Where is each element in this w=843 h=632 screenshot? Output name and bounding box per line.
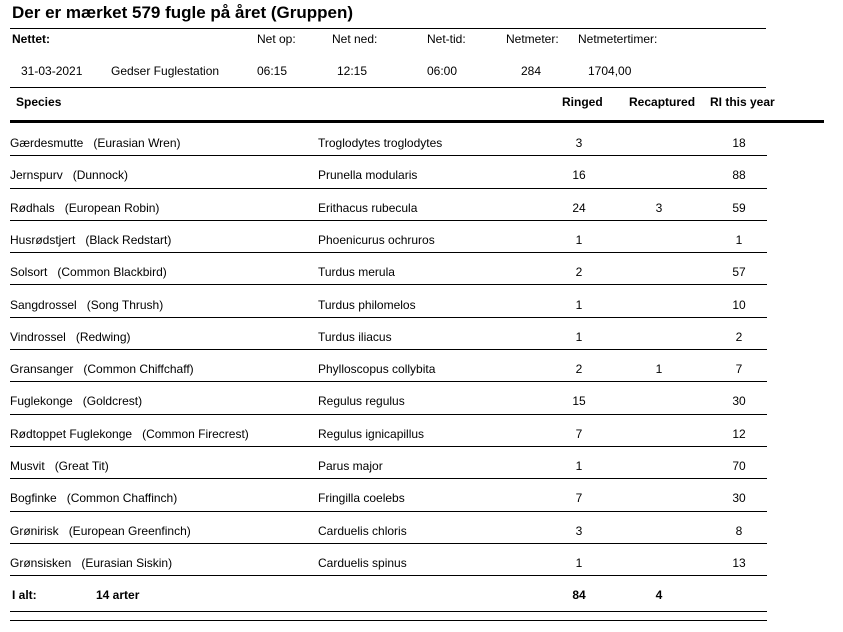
species-english-name: (Redwing): [75, 329, 131, 344]
ringed-count: 2: [575, 265, 583, 280]
table-row: [10, 189, 767, 221]
ri-this-year-count: 59: [732, 200, 746, 215]
net-ned-value: 12:15: [337, 64, 368, 78]
species-english-name: (Common Firecrest): [142, 426, 249, 441]
species-danish-name: Vindrossel: [10, 329, 66, 344]
species-danish-name: Husrødstjert: [10, 232, 76, 247]
species-danish-name: Rødhals: [10, 200, 55, 215]
net-date: 31-03-2021: [21, 64, 83, 78]
species-latin-name: Phylloscopus collybita: [318, 362, 436, 377]
table-row: [10, 286, 767, 318]
species-danish-name: Musvit: [10, 459, 45, 473]
net-divider: [10, 87, 766, 88]
species-latin-name: Troglodytes troglodytes: [318, 136, 443, 150]
recaptured-count: 1: [655, 362, 663, 377]
table-row: [10, 350, 767, 382]
ringed-count: 2: [575, 362, 583, 377]
species-latin-name: Carduelis spinus: [318, 555, 407, 570]
table-row: [10, 221, 767, 253]
ri-this-year-count: 57: [732, 265, 746, 280]
species-latin-name: Turdus merula: [318, 265, 395, 280]
species-danish-name: Jernspurv: [10, 168, 63, 183]
ringed-count: 1: [575, 555, 583, 570]
total-recaptured: 4: [655, 588, 663, 602]
table-row: [10, 156, 767, 188]
species-english-name: (Goldcrest): [82, 394, 143, 409]
ringed-count: 24: [572, 200, 586, 215]
species-name: [10, 491, 177, 505]
species-latin-name: Turdus philomelos: [318, 297, 416, 312]
ringed-count: 1: [575, 329, 583, 344]
table-row: [10, 415, 767, 447]
species-danish-name: Gransanger: [10, 362, 74, 377]
ringed-count: 16: [572, 168, 586, 183]
species-english-name: (Common Chiffchaff): [83, 362, 194, 377]
net-station: Gedser Fuglestation: [111, 64, 220, 78]
species-latin-name: Parus major: [318, 459, 383, 473]
species-english-name: (European Greenfinch): [68, 523, 191, 538]
table-row: [10, 512, 767, 544]
species-name: [10, 330, 131, 344]
table-row: [10, 382, 767, 414]
species-latin-name: Regulus ignicapillus: [318, 426, 425, 441]
ringed-count: 3: [575, 523, 583, 538]
species-name: [10, 136, 181, 150]
ringed-count: 1: [575, 232, 583, 247]
netmetertimer-header: Netmetertimer:: [578, 32, 658, 46]
species-name: [10, 394, 142, 408]
total-species-count: 14 arter: [96, 588, 140, 602]
ri-this-year-count: 18: [732, 136, 746, 150]
species-latin-name: Erithacus rubecula: [318, 200, 418, 215]
ringed-count: 15: [572, 394, 586, 409]
ri-this-year-count: 12: [732, 426, 746, 441]
table-row: [10, 479, 767, 511]
net-label: Nettet:: [12, 32, 50, 46]
species-name: [10, 524, 191, 538]
ringed-count: 7: [575, 426, 583, 441]
species-danish-name: Rødtoppet Fuglekonge: [10, 426, 133, 441]
ri-this-year-count: 2: [735, 329, 743, 344]
netmetertimer-value: 1704,00: [588, 64, 632, 78]
species-name: [10, 362, 194, 376]
ri-column-header: RI this year: [710, 95, 775, 109]
species-danish-name: Grønsisken: [10, 555, 72, 570]
species-danish-name: Bogfinke: [10, 491, 57, 506]
species-english-name: (Common Chaffinch): [66, 491, 178, 506]
table-row: [10, 544, 767, 576]
page-title: Der er mærket 579 fugle på året (Gruppen): [12, 3, 354, 22]
page-bottom-rule: [10, 620, 767, 621]
ringed-count: 1: [575, 459, 583, 473]
species-name: [10, 459, 109, 473]
species-latin-name: Prunella modularis: [318, 168, 418, 183]
title-underline: [10, 28, 766, 29]
ringed-count: 3: [575, 136, 583, 150]
species-latin-name: Regulus regulus: [318, 394, 405, 409]
species-name: [10, 556, 172, 570]
total-label: I alt:: [12, 588, 37, 602]
net-op-value: 06:15: [257, 64, 288, 78]
species-name: [10, 233, 171, 247]
species-english-name: (Great Tit): [54, 459, 109, 473]
recaptured-column-header: Recaptured: [629, 95, 696, 109]
ri-this-year-count: 7: [735, 362, 743, 377]
ri-this-year-count: 30: [732, 491, 746, 506]
species-danish-name: Fuglekonge: [10, 394, 73, 409]
ri-this-year-count: 70: [732, 459, 746, 473]
species-column-header: Species: [16, 95, 62, 109]
ri-this-year-count: 10: [732, 297, 746, 312]
table-row: [10, 318, 767, 350]
ri-this-year-count: 13: [732, 555, 746, 570]
species-english-name: (Common Blackbird): [57, 265, 167, 280]
species-danish-name: Grønirisk: [10, 523, 59, 538]
species-danish-name: Sangdrossel: [10, 297, 77, 312]
net-tid-value: 06:00: [427, 64, 458, 78]
table-row: [10, 447, 767, 479]
ringed-count: 1: [575, 297, 583, 312]
species-english-name: (Song Thrush): [86, 297, 164, 312]
net-ned-header: Net ned:: [332, 32, 378, 46]
species-danish-name: Solsort: [10, 265, 48, 280]
table-row: [10, 124, 767, 156]
species-english-name: (Eurasian Siskin): [81, 555, 173, 570]
species-name: [10, 265, 167, 279]
species-english-name: (Eurasian Wren): [93, 136, 181, 150]
species-latin-name: Fringilla coelebs: [318, 491, 405, 506]
species-danish-name: Gærdesmutte: [10, 136, 84, 150]
ri-this-year-count: 30: [732, 394, 746, 409]
species-name: [10, 201, 159, 215]
total-bottom-rule: [10, 611, 767, 612]
net-tid-header: Net-tid:: [427, 32, 466, 46]
ri-this-year-count: 8: [735, 523, 743, 538]
table-row: [10, 253, 767, 285]
total-ringed: 84: [572, 588, 586, 602]
ringed-count: 7: [575, 491, 583, 506]
recaptured-count: 3: [655, 200, 663, 215]
header-thick-rule: [10, 120, 824, 123]
species-name: [10, 168, 128, 182]
species-english-name: (Dunnock): [72, 168, 129, 183]
ri-this-year-count: 1: [735, 232, 743, 247]
species-name: [10, 298, 163, 312]
species-latin-name: Carduelis chloris: [318, 523, 407, 538]
species-latin-name: Turdus iliacus: [318, 329, 392, 344]
species-name: [10, 427, 249, 441]
ri-this-year-count: 88: [732, 168, 746, 183]
species-latin-name: Phoenicurus ochruros: [318, 232, 435, 247]
netmeter-header: Netmeter:: [506, 32, 559, 46]
species-english-name: (European Robin): [64, 200, 160, 215]
net-op-header: Net op:: [257, 32, 296, 46]
netmeter-value: 284: [521, 64, 542, 78]
species-english-name: (Black Redstart): [85, 232, 172, 247]
ringed-column-header: Ringed: [562, 95, 603, 109]
